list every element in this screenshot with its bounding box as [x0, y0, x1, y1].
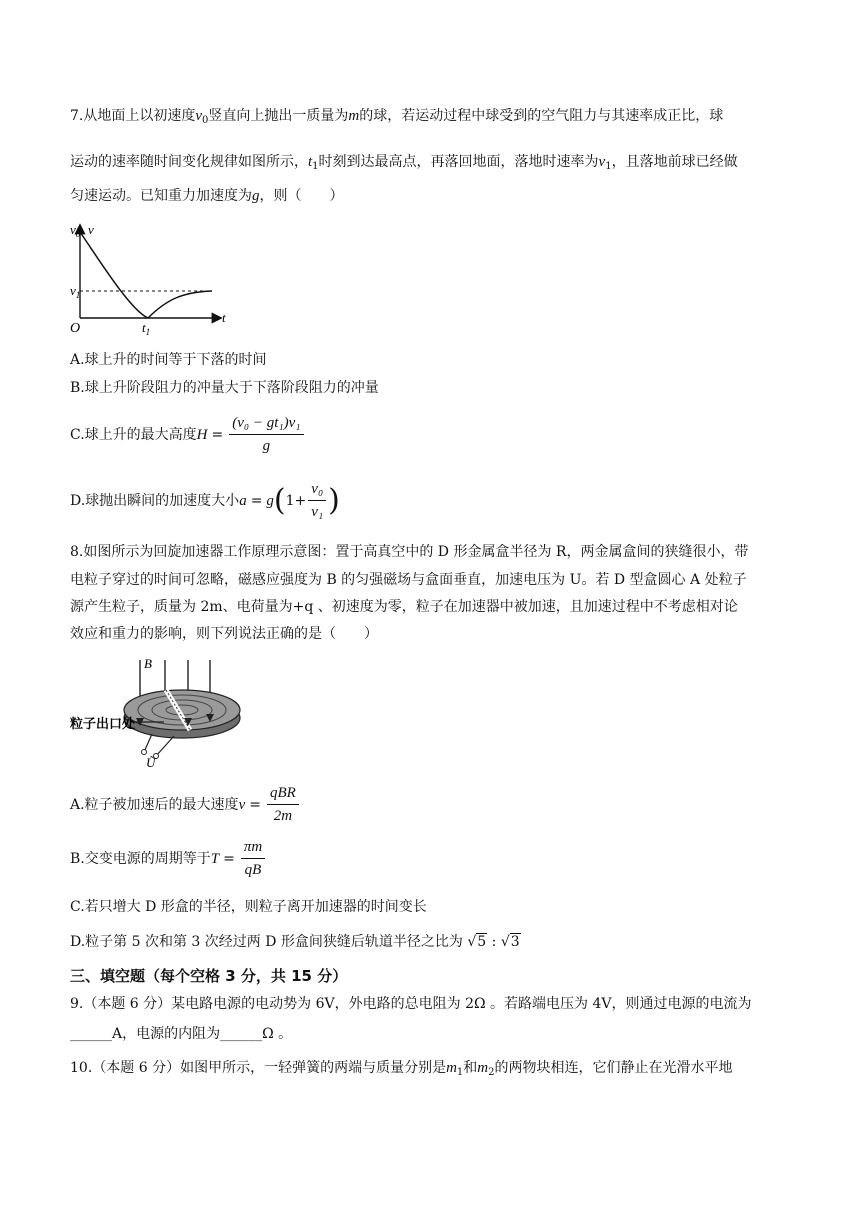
q7-option-b: B.球上升阶段阻力的冲量大于下落阶段阻力的冲量	[70, 380, 379, 396]
label-U: Ũ	[146, 755, 156, 768]
q8-line-2: 电粒子穿过的时间可忽略，磁感应强度为 B 的匀强磁场与盒面垂直，加速电压为 U。若 D 型盒圆心 A 处粒子	[70, 572, 747, 588]
label-t: t	[222, 310, 226, 325]
q8-line-3: 源产生粒子，质量为 2m、电荷量为+q 、初速度为零，粒子在加速器中被加速，且加速过程中不考虑相对论	[70, 599, 738, 615]
label-v: v	[88, 222, 94, 237]
q8-cyclotron-figure	[70, 656, 250, 768]
q9-line-1: 9.（本题 6 分）某电路电源的电动势为 6V，外电路的总电阻为 2Ω 。若路端电压为 4V，则通过电源的电流为	[70, 996, 752, 1012]
q7-line-3: 匀速运动。已知重力加速度为g，则（ ）	[70, 188, 344, 204]
sqrt-3: √3	[500, 934, 520, 950]
label-B: B	[144, 656, 152, 671]
q7-text: 7.从地面上以初速度	[70, 108, 196, 124]
descent-curve	[148, 291, 212, 318]
ascent-curve	[80, 232, 148, 318]
q8-line-1: 8.如图所示为回旋加速器工作原理示意图：置于高真空中的 D 形金属盒半径为 R，两金属盒间的狭缝很小，带	[70, 544, 749, 560]
q7-option-d-fraction: $\frac{\text{v₀}}{\text{v₁}}$	[308, 480, 326, 521]
q8-option-a: A.粒子被加速后的最大速度 v = $\frac{\text{qBR}}{2m}$	[70, 784, 301, 825]
label-v1: $v_1$	[70, 283, 81, 300]
q8-option-a-fraction: $\frac{\text{qBR}}{2m}$	[267, 784, 299, 825]
label-t1: $t_1$	[142, 320, 151, 336]
q10-line-1: 10.（本题 6 分）如图甲所示，一轻弹簧的两端与质量分别是$m_1$和$m_2$的两物块相连，它们静止在光滑水平地	[70, 1060, 733, 1078]
section-3-heading: 三、填空题（每个空格 3 分，共 15 分）	[70, 967, 348, 985]
q8-option-b-fraction: $\frac{\pi m}{qB}$	[241, 838, 265, 879]
wire-right	[156, 736, 174, 756]
q7-vt-graph	[70, 218, 240, 336]
q8-line-4: 效应和重力的影响，则下列说法正确的是（ ）	[70, 626, 378, 642]
q8-option-b: B.交变电源的周期等于 T = $\frac{\pi m}{qB}$	[70, 838, 267, 879]
q7-option-c-fraction: $\frac{\text{(v₀ − gt₁)v₁}}{g}$	[229, 414, 303, 455]
q9-line-2: ______A，电源的内阻为______Ω 。	[70, 1026, 293, 1042]
q7-option-c: C.球上升的最大高度 H = $\frac{\text{(v₀ − gt₁)v₁}}{g}$	[70, 414, 306, 455]
d-box-top	[124, 690, 240, 730]
q8-option-c: C.若只增大 D 形盒的半径，则粒子离开加速器的时间变长	[70, 899, 427, 915]
label-particle-exit: 粒子出口处	[70, 717, 136, 732]
label-v0: $v_0$	[70, 222, 81, 239]
q8-option-d: D.粒子第 5 次和第 3 次经过两 D 形盒间狭缝后轨道半径之比为 √5 : √3	[70, 934, 520, 950]
q7-option-a: A.球上升的时间等于下落的时间	[70, 352, 267, 368]
q7-line-1: 7.从地面上以初速度$v_0$竖直向上抛出一质量为m的球，若运动过程中球受到的空气阻力与其速率成正比，球	[70, 108, 724, 126]
label-origin: O	[70, 321, 81, 336]
sqrt-5: √5	[467, 934, 487, 950]
q7-option-d: D.球抛出瞬间的加速度大小 a = g ( 1+ $\frac{\text{v₀}}{\text{v₁}}$ )	[70, 481, 340, 520]
q7-line-2: 运动的速率随时间变化规律如图所示，$t_1$时刻到达最高点，再落回地面，落地时速率为$v_1$，且落地前球已经做	[70, 154, 738, 172]
